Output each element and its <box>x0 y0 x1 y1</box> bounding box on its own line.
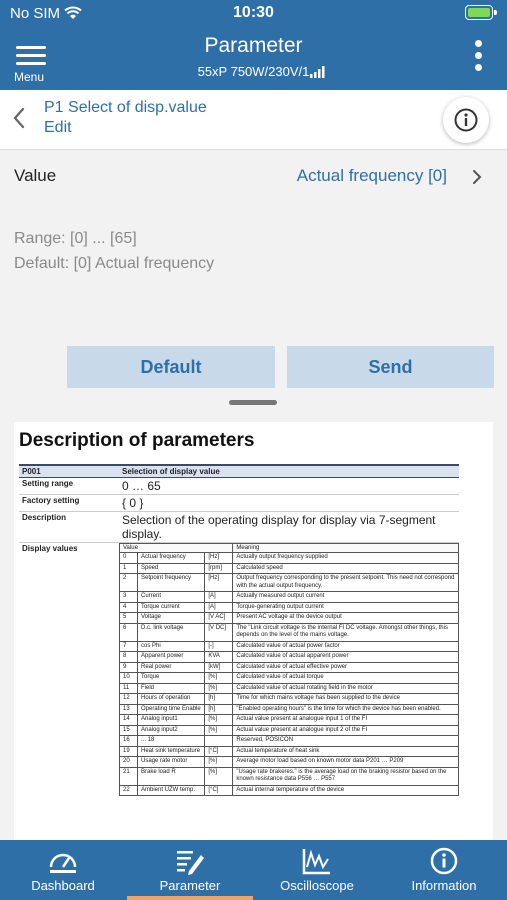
display-values-row <box>19 543 459 797</box>
value-meaning: Time for which mains voltage has been supplied to the device <box>233 694 459 705</box>
tab-parameter[interactable] <box>127 840 253 900</box>
value-selector[interactable]: Actual frequency [0] <box>296 166 447 185</box>
value-number: 13 <box>120 704 138 715</box>
range-text: Range: [0] ... [65] <box>14 230 137 247</box>
value-number: 20 <box>120 757 138 768</box>
value-label: Value <box>14 166 57 185</box>
parameter-title <box>44 98 207 138</box>
value-meaning: Calculated value of actual rotating field in the motor <box>233 683 459 694</box>
device-name <box>0 64 507 79</box>
parameter-header-row <box>19 465 459 478</box>
table-row <box>120 736 459 747</box>
table-row <box>120 662 459 673</box>
value-unit: [A] <box>205 602 233 613</box>
value-number: 5 <box>120 613 138 624</box>
value-unit: [h] <box>205 694 233 705</box>
menu-label: Menu <box>14 70 45 84</box>
value-name: Current <box>138 592 205 603</box>
value-number: 22 <box>120 785 138 796</box>
value-meaning: Actual value present at analogue input 2 of the FI <box>233 725 459 736</box>
value-unit: [Hz] <box>205 574 233 592</box>
value-number: 1 <box>120 563 138 574</box>
value-unit: [V DC] <box>205 623 233 641</box>
value-meaning: Calculated value of actual torque <box>233 673 459 684</box>
value-meaning: Actually output frequency supplied <box>233 553 459 564</box>
value-meaning: "Usage rate brakeres." is the average load on the braking resistor based on the known resistance data P556 … P557 <box>233 767 459 785</box>
tab-oscilloscope[interactable] <box>254 840 380 900</box>
value-name: cos Phi <box>138 641 205 652</box>
tab-label: Dashboard <box>31 878 95 893</box>
value-name: Ambient UZW temp. <box>138 785 205 796</box>
dashboard-icon <box>48 847 78 875</box>
col-value: Value <box>120 544 233 553</box>
parameter-icon <box>175 847 205 875</box>
value-number: 6 <box>120 623 138 641</box>
table-row <box>120 574 459 592</box>
table-row <box>120 563 459 574</box>
value-name: Field <box>138 683 205 694</box>
parameter-table <box>19 464 459 796</box>
drag-handle[interactable] <box>229 400 277 405</box>
value-number: 14 <box>120 715 138 726</box>
table-row <box>120 652 459 663</box>
value-number: 15 <box>120 725 138 736</box>
tab-dashboard[interactable] <box>0 840 126 900</box>
description-row <box>19 512 459 543</box>
value-meaning: Torque-generating output current <box>233 602 459 613</box>
table-row <box>120 613 459 624</box>
value-unit: [kW] <box>205 662 233 673</box>
value-number: 4 <box>120 602 138 613</box>
table-row <box>120 704 459 715</box>
clock: 10:30 <box>233 4 274 21</box>
value-meaning: The "Link circuit voltage is the internal FI DC voltage. Amongst other things, this depends on the level of the mains voltage. <box>233 623 459 641</box>
battery-icon <box>465 5 493 20</box>
value-unit: [-] <box>205 641 233 652</box>
value-meaning: Actual value present at analogue input 1 of the FI <box>233 715 459 726</box>
status-bar <box>0 0 507 26</box>
table-row <box>120 602 459 613</box>
more-options-button[interactable] <box>473 40 483 72</box>
value-name: D.c. link voltage <box>138 623 205 641</box>
value-name: ... 18 <box>138 736 205 747</box>
value-name: Apparent power <box>138 652 205 663</box>
description-text: Selection of the operating display for display via 7-segment display. <box>119 512 459 543</box>
oscilloscope-icon <box>302 847 332 875</box>
table-row <box>120 592 459 603</box>
tab-label: Oscilloscope <box>280 878 354 893</box>
tab-bar <box>0 840 507 900</box>
parameter-name: P1 Select of disp.value <box>44 99 207 116</box>
value-unit: [%] <box>205 767 233 785</box>
value-number: 21 <box>120 767 138 785</box>
table-row <box>120 785 459 796</box>
description-label: Description <box>19 512 119 543</box>
value-meaning: Actual internal temperature of the device <box>233 785 459 796</box>
value-unit: [%] <box>205 757 233 768</box>
edit-bar <box>0 90 507 150</box>
tab-information[interactable] <box>381 840 507 900</box>
setting-range-row <box>19 478 459 495</box>
value-number: 0 <box>120 553 138 564</box>
value-number: 16 <box>120 736 138 747</box>
value-unit: [%] <box>205 683 233 694</box>
value-meaning: Calculated value of actual apparent power <box>233 652 459 663</box>
factory-setting-value: { 0 } <box>119 495 459 512</box>
value-number: 11 <box>120 683 138 694</box>
value-number: 10 <box>120 673 138 684</box>
value-name: Heat sink temperature <box>138 746 205 757</box>
value-name: Speed <box>138 563 205 574</box>
value-meaning: Reserved, POSICON <box>233 736 459 747</box>
value-meaning: Output frequency corresponding to the present setpoint. This need not correspond with the actual output frequency. <box>233 574 459 592</box>
factory-setting-label: Factory setting <box>19 495 119 512</box>
value-unit: [A] <box>205 592 233 603</box>
info-icon <box>454 108 478 132</box>
device-label: 55xP 750W/230V/1 <box>197 64 310 79</box>
table-row <box>120 725 459 736</box>
value-number: 3 <box>120 592 138 603</box>
value-unit: [V AC] <box>205 613 233 624</box>
value-number: 12 <box>120 694 138 705</box>
carrier-label: No SIM <box>10 5 61 22</box>
tab-label: Parameter <box>159 878 221 893</box>
value-unit: [h] <box>205 704 233 715</box>
value-unit: KVA <box>205 652 233 663</box>
value-name: Analog input2 <box>138 725 205 736</box>
table-row <box>120 767 459 785</box>
value-number: 2 <box>120 574 138 592</box>
value-name: Actual frequency <box>138 553 205 564</box>
setting-range-value: 0 … 65 <box>119 478 459 495</box>
value-name: Torque current <box>138 602 205 613</box>
value-name: Hours of operation <box>138 694 205 705</box>
description-title: Description of parameters <box>19 430 255 451</box>
value-name: Torque <box>138 673 205 684</box>
value-name: Analog input1 <box>138 715 205 726</box>
param-id: P001 <box>19 465 119 478</box>
col-meaning: Meaning <box>233 544 459 553</box>
table-row <box>120 623 459 641</box>
value-name: Setpoint frequency <box>138 574 205 592</box>
value-name: Voltage <box>138 613 205 624</box>
value-number: 19 <box>120 746 138 757</box>
value-unit: [%] <box>205 715 233 726</box>
value-number: 8 <box>120 652 138 663</box>
table-row <box>120 641 459 652</box>
value-meaning: "Enabled operating hours" is the time for which the device has been enabled. <box>233 704 459 715</box>
send-button[interactable]: Send <box>287 346 494 388</box>
info-button[interactable] <box>443 97 489 143</box>
value-meaning: Calculated value of actual power factor <box>233 641 459 652</box>
active-tab-indicator <box>127 896 253 900</box>
value-name: Brake load R <box>138 767 205 785</box>
default-button[interactable]: Default <box>67 346 275 388</box>
value-meaning: Calculated speed <box>233 563 459 574</box>
factory-setting-row <box>19 495 459 512</box>
value-unit: [%] <box>205 673 233 684</box>
information-icon <box>429 847 459 875</box>
value-unit: [Hz] <box>205 553 233 564</box>
edit-mode-label: Edit <box>44 119 72 136</box>
table-row <box>120 757 459 768</box>
value-meaning: Actual temperature of heat sink <box>233 746 459 757</box>
table-row <box>120 694 459 705</box>
value-meaning: Calculated value of actual effective power <box>233 662 459 673</box>
back-chevron-icon[interactable] <box>12 106 26 130</box>
value-unit: [rpm] <box>205 563 233 574</box>
value-unit <box>205 736 233 747</box>
page-title: Parameter <box>204 34 303 57</box>
value-name: Usage rate motor <box>138 757 205 768</box>
table-row <box>120 746 459 757</box>
default-text: Default: [0] Actual frequency <box>14 255 215 272</box>
table-row <box>120 553 459 564</box>
app-header <box>0 0 507 90</box>
display-values-label: Display values <box>22 544 78 553</box>
value-name: Operating time Enable <box>138 704 205 715</box>
value-meaning: Present AC voltage at the device output <box>233 613 459 624</box>
signal-strength-icon <box>310 66 326 78</box>
value-unit: [%] <box>205 725 233 736</box>
value-number: 7 <box>120 641 138 652</box>
table-row <box>120 673 459 684</box>
param-name: Selection of display value <box>119 465 459 478</box>
description-panel[interactable] <box>14 422 493 840</box>
setting-range-label: Setting range <box>19 478 119 495</box>
value-unit: [°C] <box>205 785 233 796</box>
value-unit: [°C] <box>205 746 233 757</box>
value-name: Real power <box>138 662 205 673</box>
value-meaning: Average motor load based on known motor data P201 … P209 <box>233 757 459 768</box>
chevron-right-icon[interactable] <box>471 168 483 186</box>
table-row <box>120 683 459 694</box>
display-values-table <box>119 543 459 796</box>
value-meaning: Actually measured output current <box>233 592 459 603</box>
table-row <box>120 715 459 726</box>
tab-label: Information <box>411 878 477 893</box>
value-number: 9 <box>120 662 138 673</box>
